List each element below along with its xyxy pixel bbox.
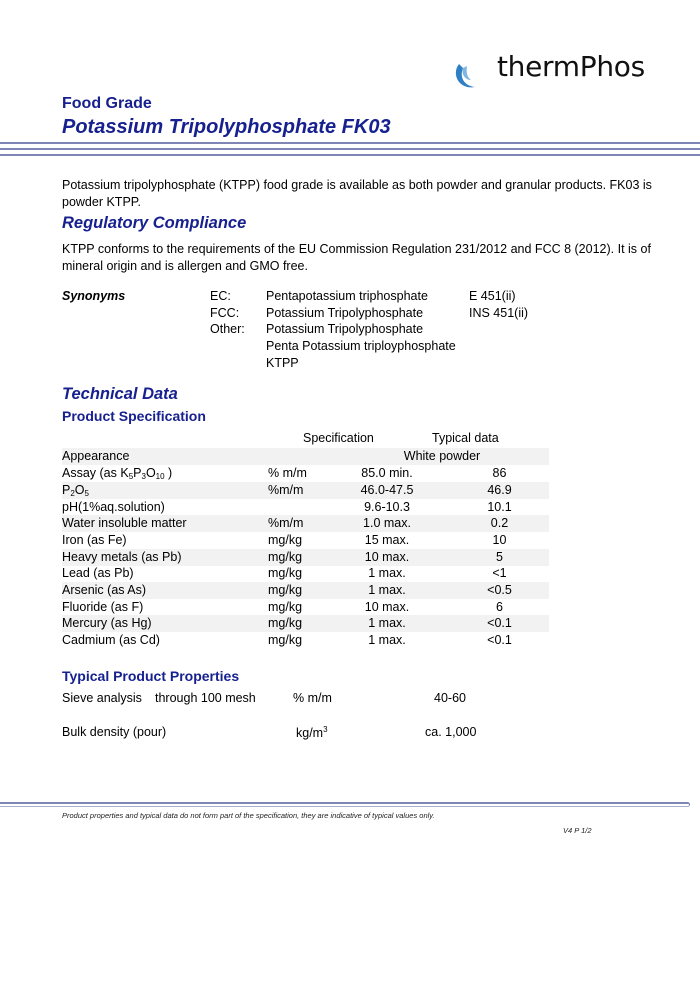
page-number: V4 P 1/2 [563, 826, 592, 835]
synonym-enumber: INS 451(ii) [469, 306, 529, 320]
column-header-typical: Typical data [432, 431, 499, 445]
synonyms-label: Synonyms [62, 289, 126, 303]
table-row: Lead (as Pb) mg/kg 1 max. <1 [62, 566, 507, 580]
table-row: Fluoride (as F) mg/kg 10 max. 6 [62, 600, 503, 614]
intro-paragraph: Potassium tripolyphosphate (KTPP) food grade is available as both powder and granular products. FK03 is powder KTPP. [62, 178, 652, 209]
synonym-name: Pentapotassium triphosphate [266, 289, 428, 303]
bulk-value: ca. 1,000 [425, 725, 477, 739]
table-row: Iron (as Fe) mg/kg 15 max. 10 [62, 533, 507, 547]
synonym-code: FCC: [210, 306, 240, 320]
header-rules [0, 140, 700, 160]
regulatory-paragraph: KTPP conforms to the requirements of the EU Commission Regulation 231/2012 and FCC 8 (2012). It is of mineral origin and is allergen and GMO free. [62, 242, 651, 273]
regulatory-heading: Regulatory Compliance [62, 214, 247, 232]
spec-heading: Product Specification [62, 408, 206, 424]
bulk-unit: $kg/m^3$ [296, 725, 328, 740]
synonym-enumber: E 451(ii) [469, 289, 516, 303]
sieve-unit: % m/m [293, 691, 332, 705]
synonym-name: KTPP [266, 356, 299, 370]
brand-name: thermPhos [497, 50, 645, 83]
bulk-label: Bulk density (pour) [62, 725, 167, 739]
grade-label: Food Grade [62, 95, 152, 112]
sieve-detail: through 100 mesh [155, 691, 256, 705]
sieve-label: Sieve analysis [62, 691, 142, 705]
properties-heading: Typical Product Properties [62, 668, 240, 684]
table-row: Mercury (as Hg) mg/kg 1 max. <0.1 [62, 615, 549, 632]
column-header-specification: Specification [303, 431, 374, 445]
footer-rule [0, 802, 690, 807]
table-row: Water insoluble matter %m/m 1.0 max. 0.2 [62, 515, 549, 532]
table-row: Assay (as $K_5P_3O_{10}$ ) % m/m 85.0 min. 86 [62, 466, 507, 481]
technical-heading: Technical Data [62, 385, 178, 403]
table-row: $P_2O_5$ %m/m 46.0-47.5 46.9 [62, 482, 549, 499]
sieve-value: 40-60 [434, 691, 466, 705]
synonym-name: Potassium Tripolyphosphate [266, 322, 424, 336]
footnote: Product properties and typical data do not form part of the specification, they are indicative of typical values only. [62, 811, 435, 820]
table-row: Arsenic (as As) mg/kg 1 max. <0.5 [62, 582, 549, 599]
synonym-name: Penta Potassium triployphosphate [266, 339, 456, 353]
synonym-code: EC: [210, 289, 231, 303]
synonym-code: Other: [210, 322, 245, 336]
crescent-swirl-icon [453, 60, 487, 90]
table-row: Heavy metals (as Pb) mg/kg 10 max. 5 [62, 549, 549, 566]
page-title: Potassium Tripolyphosphate FK03 [62, 116, 391, 138]
synonym-name: Potassium Tripolyphosphate [266, 306, 424, 320]
table-row: Appearance White powder [62, 448, 549, 465]
table-row: pH(1%aq.solution) 9.6-10.3 10.1 [62, 500, 512, 514]
table-row: Cadmium (as Cd) mg/kg 1 max. <0.1 [62, 633, 512, 647]
